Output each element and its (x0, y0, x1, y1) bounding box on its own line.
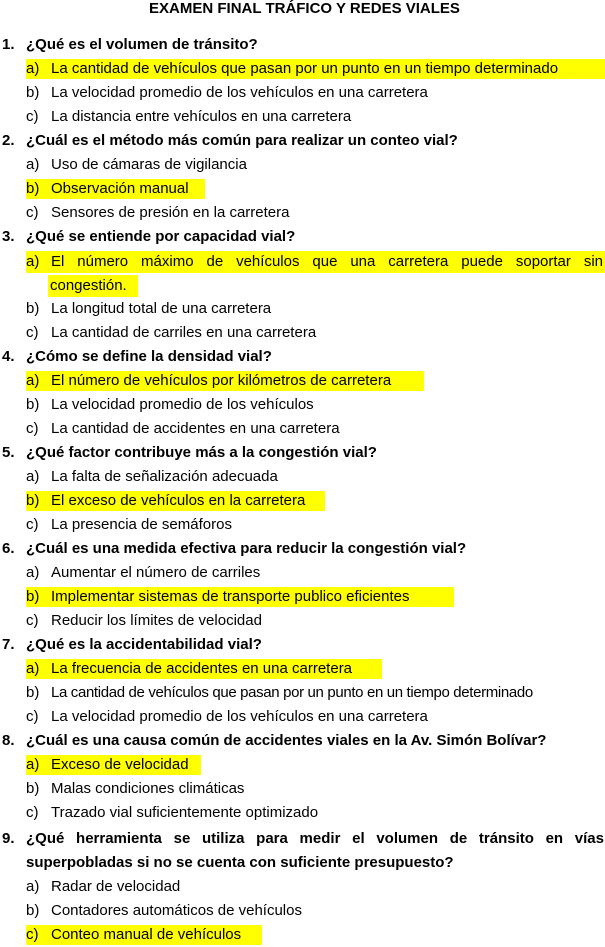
option-letter: c) (26, 926, 39, 943)
option-letter: c) (26, 516, 39, 533)
option-text: Radar de velocidad (51, 878, 181, 895)
question-number: 5. (2, 444, 15, 461)
question-number: 3. (2, 228, 15, 245)
option-text: La falta de señalización adecuada (51, 468, 278, 485)
option-text: La distancia entre vehículos en una carretera (51, 108, 352, 125)
option-letter: a) (26, 60, 40, 77)
question-number: 6. (2, 540, 15, 557)
question-text: ¿Qué se entiende por capacidad vial? (26, 228, 296, 245)
option-text: Aumentar el número de carriles (51, 564, 261, 581)
option-letter: a) (26, 660, 40, 677)
option-text: La cantidad de accidentes en una carretera (51, 420, 340, 437)
question-number: 7. (2, 636, 15, 653)
option-letter: a) (26, 156, 40, 173)
option-letter: b) (26, 396, 40, 413)
question-text: ¿Cuál es una causa común de accidentes viales en la Av. Simón Bolívar? (26, 732, 547, 749)
option-letter: b) (26, 588, 40, 605)
option-letter: a) (26, 468, 40, 485)
option-text: El número de vehículos por kilómetros de carretera (51, 372, 392, 389)
option-text: Contadores automáticos de vehículos (51, 902, 302, 919)
question-text: ¿Qué herramienta se utiliza para medir el volumen de tránsito en vías superpobladas si no se cuenta con suficiente presupuesto? (26, 830, 604, 871)
option-text-continued: congestión. (50, 277, 127, 294)
option-letter: a) (26, 253, 40, 270)
option-letter: c) (26, 804, 39, 821)
option-text: Trazado vial suficientemente optimizado (51, 804, 319, 821)
option-letter: c) (26, 708, 39, 725)
question-text: ¿Cuál es el método más común para realizar un conteo vial? (26, 132, 458, 149)
option-text: Reducir los límites de velocidad (51, 612, 262, 629)
question-text: ¿Qué es el volumen de tránsito? (26, 36, 258, 53)
option-text: La velocidad promedio de los vehículos en una carretera (51, 708, 428, 725)
option-text: La presencia de semáforos (51, 516, 232, 533)
option-letter: b) (26, 492, 40, 509)
option-letter: c) (26, 612, 39, 629)
option-text: La frecuencia de accidentes en una carretera (51, 660, 353, 677)
option-text: La velocidad promedio de los vehículos en una carretera (51, 84, 428, 101)
option-text: La longitud total de una carretera (51, 300, 272, 317)
option-text: Uso de cámaras de vigilancia (51, 156, 247, 173)
option-letter: c) (26, 324, 39, 341)
question-number: 9. (2, 830, 15, 847)
question-text: ¿Qué es la accidentabilidad vial? (26, 636, 262, 653)
option-text: Implementar sistemas de transporte publico eficientes (51, 588, 410, 605)
option-text: La cantidad de vehículos que pasan por un punto en un tiempo determinado (51, 684, 533, 701)
question-number: 2. (2, 132, 15, 149)
question-number: 4. (2, 348, 15, 365)
option-letter: a) (26, 372, 40, 389)
option-letter: b) (26, 300, 40, 317)
page-title: EXAMEN FINAL TRÁFICO Y REDES VIALES (149, 0, 460, 17)
option-text: La velocidad promedio de los vehículos (51, 396, 314, 413)
option-letter: c) (26, 420, 39, 437)
question-number: 8. (2, 732, 15, 749)
option-letter: b) (26, 684, 40, 701)
option-text: Exceso de velocidad (51, 756, 189, 773)
option-letter: a) (26, 878, 40, 895)
option-text: Sensores de presión en la carretera (51, 204, 290, 221)
option-text: Observación manual (51, 180, 189, 197)
option-letter: b) (26, 902, 40, 919)
option-text: Malas condiciones climáticas (51, 780, 245, 797)
option-letter: c) (26, 204, 39, 221)
option-text: La cantidad de vehículos que pasan por un punto en un tiempo determinado (51, 60, 559, 77)
question-text: ¿Cuál es una medida efectiva para reducir la congestión vial? (26, 540, 467, 557)
option-letter: b) (26, 84, 40, 101)
question-text: ¿Qué factor contribuye más a la congestión vial? (26, 444, 377, 461)
option-text: La cantidad de carriles en una carretera (51, 324, 317, 341)
option-letter: b) (26, 780, 40, 797)
option-letter: a) (26, 756, 40, 773)
option-letter: a) (26, 564, 40, 581)
option-text: El exceso de vehículos en la carretera (51, 492, 306, 509)
question-number: 1. (2, 36, 15, 53)
option-letter: b) (26, 180, 40, 197)
option-text: El número máximo de vehículos que una carretera puede soportar sin (51, 253, 603, 270)
option-letter: c) (26, 108, 39, 125)
question-text: ¿Cómo se define la densidad vial? (26, 348, 272, 365)
option-text: Conteo manual de vehículos (51, 926, 242, 943)
